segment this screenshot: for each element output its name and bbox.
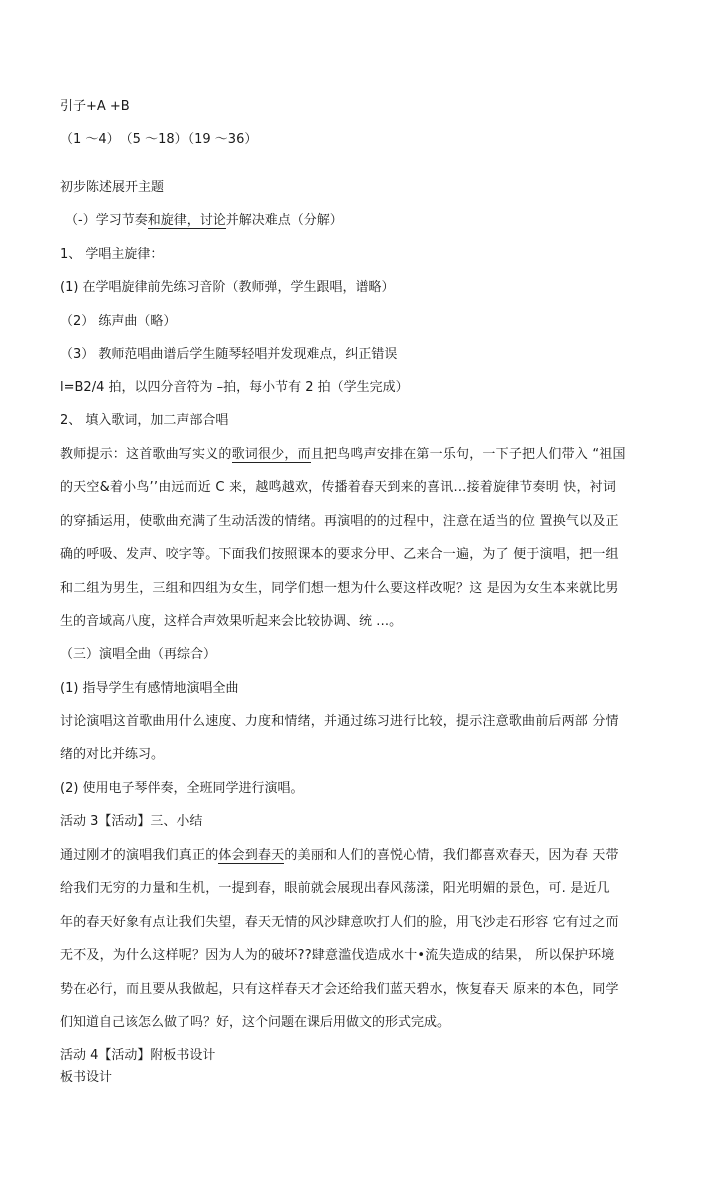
line-part-three-heading: （三）演唱全曲（再综合） <box>60 647 217 662</box>
line-measure-ranges: （1 ～4） （5 ～18）（19 ～36） <box>60 132 258 147</box>
line-step-1: 1、 学唱主旋律： <box>60 247 164 262</box>
line-activity-4-heading: 活动 4【活动】附板书设计 <box>60 1048 216 1063</box>
paragraph-teacher-hint-line-2: 的天空&着小鸟’’由远而近 C 来，越鸣越欢，传播着春天到来的喜讯…接着旋律节奏明 快，衬词 <box>60 480 617 495</box>
line-item-2: （2） 练声曲（略） <box>60 314 177 329</box>
paragraph-teacher-hint-line-4: 确的呼吸、发声、咬字等。下面我们按照课本的要求分甲、乙来合一遍，为了 便于演唱，把一组 <box>60 547 619 562</box>
line-guide-item-1: (1) 指导学生有感情地演唱全曲 <box>60 681 239 696</box>
line-intro-structure: 引子+A +B <box>60 99 130 114</box>
text-segment: 通过刚才的演唱我们真正的 <box>60 848 219 863</box>
text-segment: 的美丽和人们的喜悦心情，我们都喜欢春天，因为春 天带 <box>284 848 619 863</box>
paragraph-summary-line-6: 们知道自己该怎么做了吗？好，这个问题在课后用做文的形式完成。 <box>60 1015 451 1030</box>
paragraph-discussion-line-1: 讨论演唱这首歌曲用什么速度、力度和情绪，并通过练习进行比较，提示注意歌曲前后两部 分情 <box>60 714 619 729</box>
paragraph-summary-line-4: 无不及，为什么这样呢？因为人为的破坏??肆意滥伐造成水十•流失造成的结果， 所以保护环境 <box>60 948 615 963</box>
line-guide-item-2: (2) 使用电子琴伴奏，全班同学进行演唱。 <box>60 781 304 796</box>
paragraph-summary-line-3: 年的春天好象有点让我们失望，春天无情的风沙肆意吹打人们的脸，用飞沙走石形容 它有过之而 <box>60 915 619 930</box>
line-board-design: 板书设计 <box>60 1070 113 1085</box>
paragraph-teacher-hint-line-6: 生的音域高八度，这样合声效果听起来会比较协调、统 …。 <box>60 614 403 629</box>
underlined-segment: 歌词很少，而 <box>231 447 311 462</box>
paragraph-summary-line-5: 势在必行，而且要从我做起，只有这样春天才会还给我们蓝天碧水，恢复春天 原来的本色，同学 <box>60 982 619 997</box>
line-activity-3-heading: 活动 3【活动】三、小结 <box>60 814 203 829</box>
paragraph-teacher-hint-line-1 <box>60 446 664 464</box>
text-segment: 教师提示：这首歌曲写实义的 <box>60 447 232 462</box>
paragraph-summary-line-2: 给我们无穷的力量和生机，一提到春，眼前就会展现出春风荡漾，阳光明媚的景色，可. 是近几 <box>60 881 610 896</box>
line-item-1: (1) 在学唱旋律前先练习音阶（教师弹，学生跟唱，谱略） <box>60 280 395 295</box>
text-segment: （-）学习节奏 <box>65 213 148 228</box>
paragraph-discussion-line-2: 绪的对比并练习。 <box>60 747 165 762</box>
line-part-one-heading <box>65 212 343 230</box>
underlined-segment: 体会到春天 <box>218 848 285 863</box>
line-meter-note: l=B2/4 拍，以四分音符为 –拍，每小节有 2 拍（学生完成） <box>60 380 409 395</box>
text-segment: 且把鸟鸣声安排在第一乐句，一下子把人们带入 “祖国 <box>310 447 626 462</box>
text-segment: 并解决难点（分解） <box>225 213 343 228</box>
line-step-2: 2、 填入歌词，加二声部合唱 <box>60 413 229 428</box>
underlined-segment: 和旋律，讨论 <box>147 213 226 228</box>
line-item-3: （3） 教师范唱曲谱后学生随琴轻唱并发现难点，纠正错误 <box>60 347 398 362</box>
paragraph-teacher-hint-line-5: 和二组为男生，三组和四组为女生，同学们想一想为什么要这样改呢？这 是因为女生本来就比男 <box>60 581 619 596</box>
line-section-heading: 初步陈述展开主题 <box>60 180 165 195</box>
paragraph-teacher-hint-line-3: 的穿插运用，使歌曲充满了生动活泼的情绪。再演唱的的过程中，注意在适当的位 置换气以及正 <box>60 514 619 529</box>
paragraph-summary-line-1 <box>60 847 664 865</box>
